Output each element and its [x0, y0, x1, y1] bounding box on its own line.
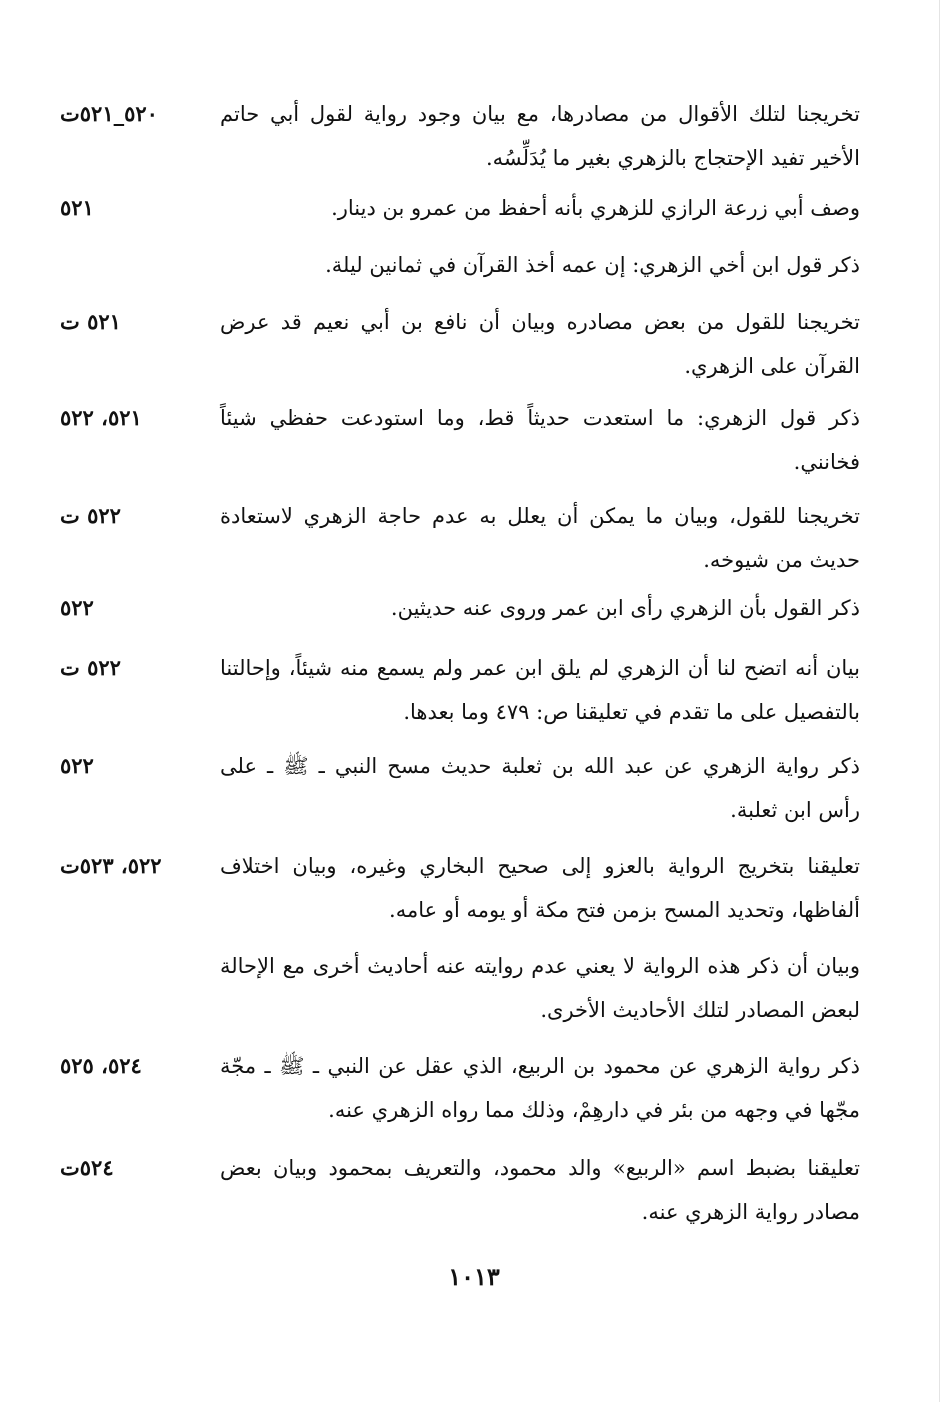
- entry-pages: ٥٢٤ت: [60, 1155, 114, 1180]
- page-number: ١٠١٣: [448, 1262, 500, 1291]
- entry-text: تعليقنا بتخريج الرواية بالعزو إلى صحيح البخاري وغيره، وبيان اختلاف ألفاظها، وتحديد المسح بزمن فتح مكة أو يومه أو عامه.: [220, 854, 860, 922]
- entry-text: تخريجنا للقول من بعض مصادره وبيان أن نافع بن أبي نعيم قد عرض القرآن على الزهري.: [220, 310, 860, 378]
- entry-pages: ٥٢٢: [60, 595, 94, 620]
- entry-pages: ٥٢٢ ت: [60, 655, 121, 680]
- page-edge-line: [939, 0, 940, 1402]
- entry-text: وبيان أن ذكر هذه الرواية لا يعني عدم روايته عنه أحاديث أخرى مع الإحالة لبعض المصادر لتلك الأحاديث الأخرى.: [220, 954, 860, 1022]
- entry-text: ذكر القول بأن الزهري رأى ابن عمر وروى عنه حديثين.: [390, 596, 860, 620]
- entry-text: وصف أبي زرعة الرازي للزهري بأنه أحفظ من عمرو بن دينار.: [331, 196, 860, 220]
- entry-pages: ٥٢٤، ٥٢٥: [60, 1053, 142, 1078]
- entry-text: ذكر قول الزهري: ما استعدت حديثاً قط، وما استودعت حفظي شيئاً فخانني.: [220, 406, 860, 474]
- entry-text: تخريجنا لتلك الأقوال من مصادرها، مع بيان وجود رواية لقول أبي حاتم الأخير تفيد الإحتجاج بالزهري بغير ما يُدَلِّسُه.: [220, 102, 860, 170]
- entry-pages: ٥٢٠_٥٢١ت: [60, 101, 158, 126]
- entry-pages: ٥٢٢: [60, 753, 94, 778]
- entry-text: تخريجنا للقول، وبيان ما يمكن أن يعلل به عدم حاجة الزهري لاستعادة حديث من شيوخه.: [220, 504, 860, 572]
- entry-text: بيان أنه اتضح لنا أن الزهري لم يلق ابن عمر ولم يسمع منه شيئاً، وإحالتنا بالتفصيل على ما تقدم في تعليقنا ص: ٤٧٩ وما بعدها.: [220, 656, 860, 724]
- entry-pages: ٥٢١ ت: [60, 309, 121, 334]
- entry-text: تعليقنا بضبط اسم «الربيع» والد محمود، والتعريف بمحمود وبيان بعض مصادر رواية الزهري عنه.: [220, 1156, 860, 1224]
- entry-text: ذكر رواية الزهري عن محمود بن الربيع، الذي عقل عن النبي ـ ﷺ ـ مجّة مجّها في وجهه من بئر في دارهِمْ، وذلك مما رواه الزهري عنه.: [220, 1054, 860, 1122]
- entry-text: ذكر قول ابن أخي الزهري: إن عمه أخذ القرآن في ثمانين ليلة.: [325, 253, 860, 277]
- entry-pages: ٥٢٢، ٥٢٣ت: [60, 853, 162, 878]
- entry-pages: ٥٢١، ٥٢٢: [60, 405, 142, 430]
- entry-text: ذكر رواية الزهري عن عبد الله بن ثعلبة حديث مسح النبي ـ ﷺ ـ على رأس ابن ثعلبة.: [220, 754, 860, 822]
- entry-pages: ٥٢١: [60, 195, 94, 220]
- entry-pages: ٥٢٢ ت: [60, 503, 121, 528]
